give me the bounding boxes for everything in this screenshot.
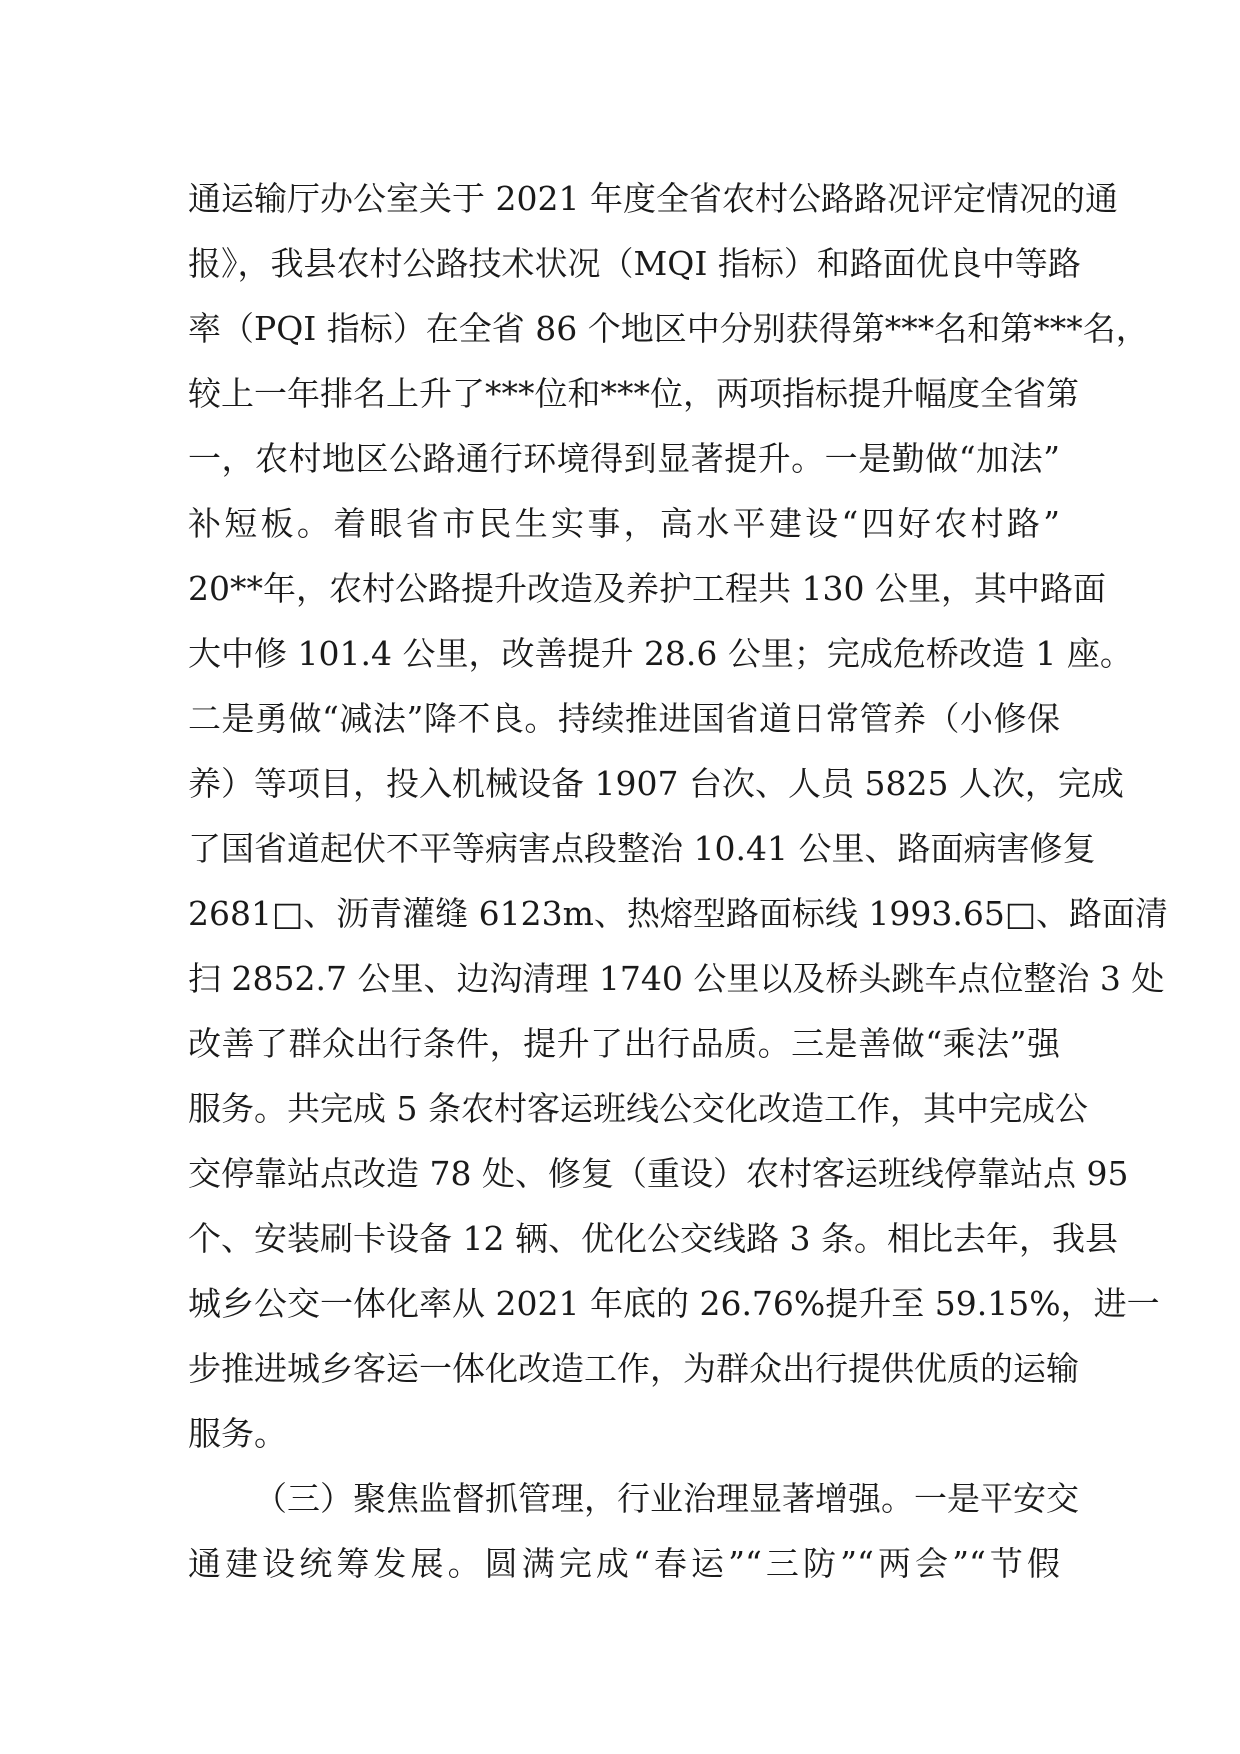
text-line: 报》，我县农村公路技术状况（MQI 指标）和路面优良中等路 <box>188 244 1081 283</box>
text-line: 补短板。着眼省市民生实事，高水平建设“四好农村路” <box>188 504 1060 543</box>
text-line: 大中修 101.4 公里，改善提升 28.6 公里；完成危桥改造 1 座。 <box>188 634 1133 673</box>
text-line: 率（PQI 指标）在全省 86 个地区中分别获得第***名和第***名， <box>188 309 1149 348</box>
text-line: 一，农村地区公路通行环境得到显著提升。一是勤做“加法” <box>188 439 1060 478</box>
text-line: 个、安装刷卡设备 12 辆、优化公交线路 3 条。相比去年，我县 <box>188 1219 1118 1258</box>
text-line: 2681□、沥青灌缝 6123m、热熔型路面标线 1993.65□、路面清 <box>188 894 1169 933</box>
text-line: 服务。共完成 5 条农村客运班线公交化改造工作，其中完成公 <box>188 1089 1088 1128</box>
text-line: 服务。 <box>188 1414 287 1453</box>
body-text <box>188 166 1169 1596</box>
text-line: 通运输厅办公室关于 2021 年度全省农村公路路况评定情况的通 <box>188 179 1118 218</box>
text-line: 养）等项目，投入机械设备 1907 台次、人员 5825 人次，完成 <box>188 764 1124 803</box>
text-line: 交停靠站点改造 78 处、修复（重设）农村客运班线停靠站点 95 <box>188 1154 1129 1193</box>
text-line: 20**年，农村公路提升改造及养护工程共 130 公里，其中路面 <box>188 569 1106 608</box>
text-line: 改善了群众出行条件，提升了出行品质。三是善做“乘法”强 <box>188 1024 1060 1063</box>
text-line: 较上一年排名上升了***位和***位，两项指标提升幅度全省第 <box>188 374 1079 413</box>
text-line: 通建设统筹发展。圆满完成“春运”“三防”“两会”“节假 <box>188 1544 1060 1583</box>
text-line: 二是勇做“减法”降不良。持续推进国省道日常管养（小修保 <box>188 699 1060 738</box>
text-line: 扫 2852.7 公里、边沟清理 1740 公里以及桥头跳车点位整治 3 处 <box>188 959 1165 998</box>
text-line: 步推进城乡客运一体化改造工作，为群众出行提供优质的运输 <box>188 1349 1079 1388</box>
text-line: 了国省道起伏不平等病害点段整治 10.41 公里、路面病害修复 <box>188 829 1096 868</box>
text-line: 城乡公交一体化率从 2021 年底的 26.76%提升至 59.15%，进一 <box>188 1284 1160 1323</box>
section-heading-line: （三）聚焦监督抓管理，行业治理显著增强。一是平安交 <box>254 1479 1079 1518</box>
